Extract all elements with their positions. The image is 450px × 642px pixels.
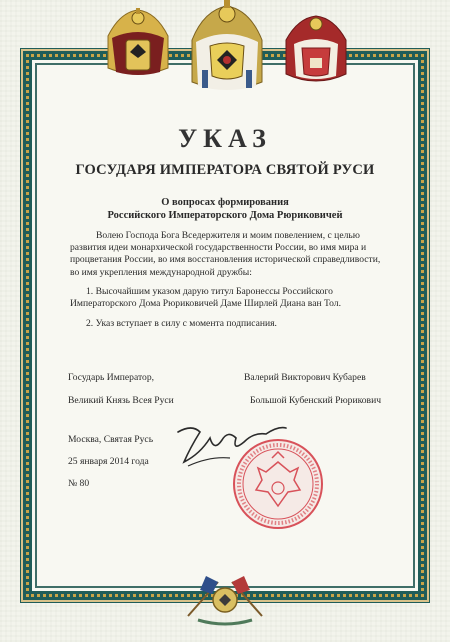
right-signature-line-2: Большой Кубенский Рюрикович bbox=[250, 395, 382, 406]
issue-date: 25 января 2014 года bbox=[68, 456, 149, 467]
right-crest-icon bbox=[278, 10, 354, 90]
decree-subject bbox=[0, 196, 450, 222]
decree-number: № 80 bbox=[68, 478, 90, 489]
preamble-text: Волею Господа Бога Вседержителя и моим повелением, с целью развития идеи монархической государственности России, во имя мира и процветания России, во имя восстановления исторической справедливости, во имя укрепления международной дружбы: bbox=[70, 230, 381, 278]
issue-place: Москва, Святая Русь bbox=[68, 434, 154, 445]
item-1-text: 1. Высочайшим указом дарую титул Баронессы Российского Императорского Дома Рюриковичей Даме Ширлей Диана ван Тол. bbox=[70, 286, 341, 310]
decree-heading: УКАЗ bbox=[178, 124, 272, 153]
subject-line-2: Российского Императорского Дома Рюриковичей bbox=[107, 210, 343, 221]
left-crest-icon bbox=[100, 6, 176, 84]
bottom-emblem-icon bbox=[178, 566, 272, 632]
decree-subheading: ГОСУДАРЯ ИМПЕРАТОРА СВЯТОЙ РУСИ bbox=[75, 162, 375, 178]
subject-line-1: О вопросах формирования bbox=[161, 197, 289, 208]
seal-icon bbox=[232, 438, 324, 530]
item-2-text: 2. Указ вступает в силу с момента подписания. bbox=[86, 318, 277, 329]
left-signature-line-2: Великий Князь Всея Руси bbox=[68, 395, 174, 406]
center-crest-icon bbox=[186, 0, 268, 96]
right-signature-line-1: Валерий Викторович Кубарев bbox=[244, 372, 366, 383]
left-signature-line-1: Государь Император, bbox=[68, 372, 155, 383]
